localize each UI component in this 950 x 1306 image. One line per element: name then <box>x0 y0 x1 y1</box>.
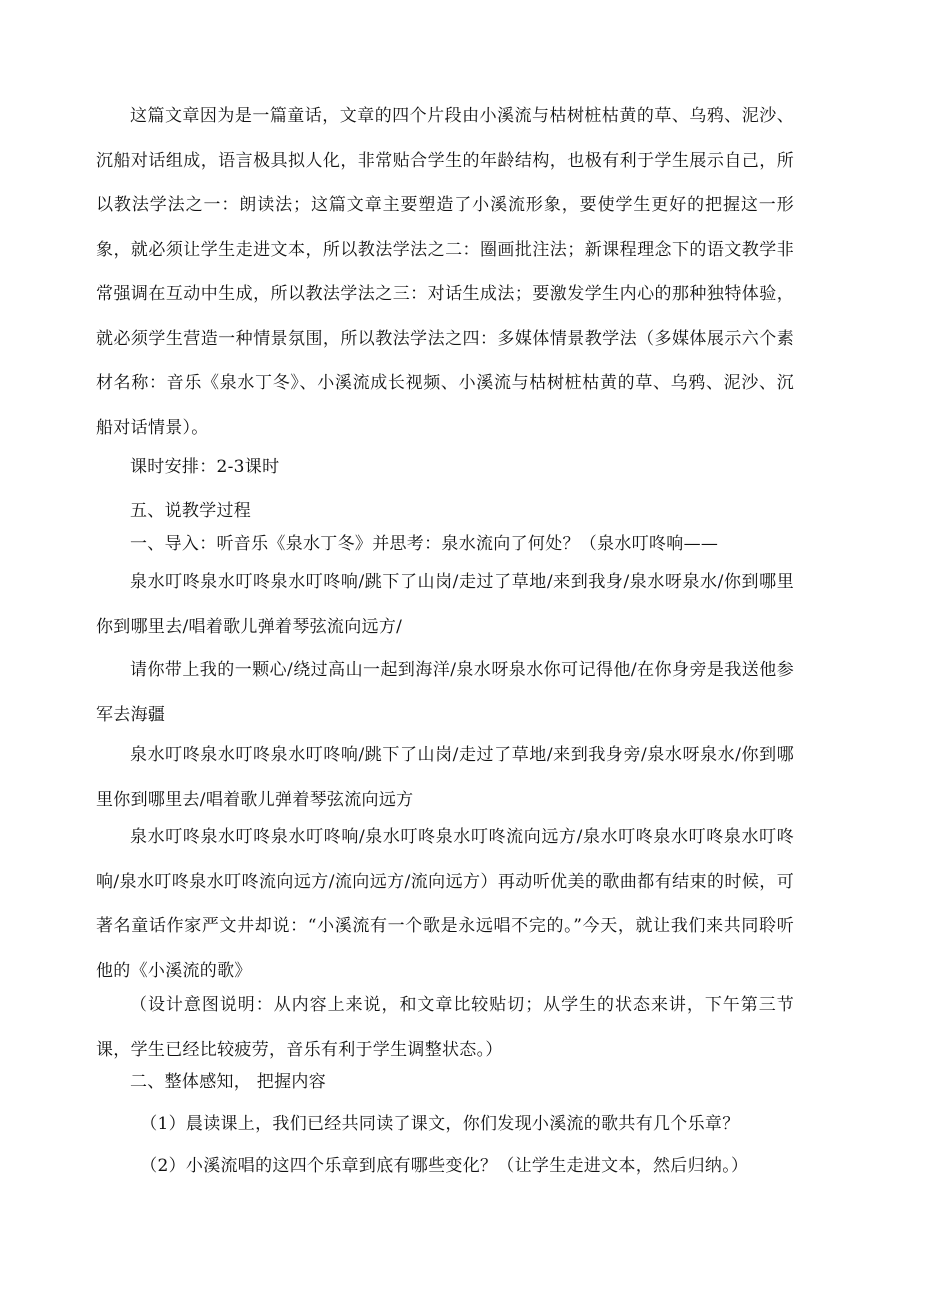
section-heading-teaching-process: 五、说教学过程 <box>130 501 252 521</box>
paragraph-lyrics-3: 泉水叮咚泉水叮咚泉水叮咚响/跳下了山岗/走过了草地/来到我身旁/泉水呀泉水/你到哪里你到哪里去/唱着歌儿弹着琴弦流向远方 <box>96 745 794 810</box>
paragraph-lyrics-2: 请你带上我的一颗心/绕过高山一起到海洋/泉水呀泉水你可记得他/在你身旁是我送他参军去海疆 <box>96 660 794 725</box>
question-1: （1）晨读课上，我们已经共同读了课文，你们发现小溪流的歌共有几个乐章？ <box>140 1114 740 1134</box>
paragraph-lyrics-4: 泉水叮咚泉水叮咚泉水叮咚响/泉水叮咚泉水叮咚流向远方/泉水叮咚泉水叮咚泉水叮咚响/泉水叮咚泉水叮咚流向远方/流向远方/流向远方）再动听优美的歌曲都有结束的时候，可著名童话作家严文井却说：“小溪流有一个歌是永远唱不完的。”今天，就让我们来共同聆听他的《小溪流的歌》 <box>96 827 794 981</box>
paragraph-design-intent: （设计意图说明：从内容上来说，和文章比较贴切；从学生的状态来讲，下午第三节课，学生已经比较疲劳，音乐有利于学生调整状态。） <box>96 995 794 1060</box>
question-2: （2）小溪流唱的这四个乐章到底有哪些变化？（让学生走进文本，然后归纳。） <box>140 1156 749 1176</box>
paragraph-class-hours: 课时安排：2-3课时 <box>130 457 280 477</box>
paragraph-lyrics-1: 泉水叮咚泉水叮咚泉水叮咚响/跳下了山岗/走过了草地/来到我身/泉水呀泉水/你到哪里你到哪里去/唱着歌儿弹着琴弦流向远方/ <box>96 572 794 637</box>
paragraph-introduction: 一、导入：听音乐《泉水丁冬》并思考：泉水流向了何处？（泉水叮咚响—— <box>130 534 719 554</box>
section-heading-overall-perception: 二、整体感知， 把握内容 <box>130 1072 327 1092</box>
paragraph-teaching-methods: 这篇文章因为是一篇童话，文章的四个片段由小溪流与枯树桩枯黄的草、乌鸦、泥沙、沉船对话组成，语言极具拟人化，非常贴合学生的年龄结构，也极有利于学生展示自己，所以教法学法之一：朗读法；这篇文章主要塑造了小溪流形象，要使学生更好的把握这一形象，就必须让学生走进文本，所以教法学法之二：圈画批注法；新课程理念下的语文教学非常强调在互动中生成，所以教法学法之三：对话生成法；要激发学生内心的那种独特体验，就必须学生营造一种情景氛围，所以教法学法之四：多媒体情景教学法（多媒体展示六个素材名称：音乐《泉水丁冬》、小溪流成长视频、小溪流与枯树桩枯黄的草、乌鸦、泥沙、沉船对话情景）。 <box>96 106 794 438</box>
